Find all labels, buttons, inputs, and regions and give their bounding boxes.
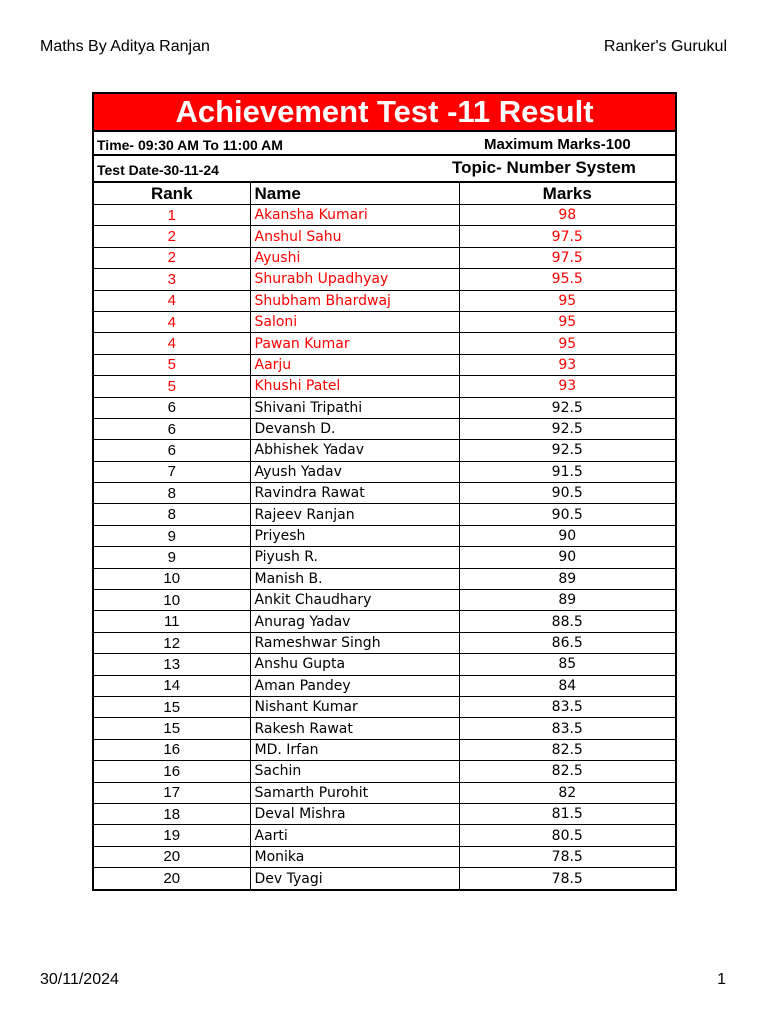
- name-cell: Nishant Kumar: [250, 696, 459, 717]
- name-cell: Priyesh: [250, 525, 459, 546]
- name-cell: Abhishek Yadav: [250, 440, 459, 461]
- table-row: [94, 803, 675, 824]
- table-row: [94, 568, 675, 589]
- rank-cell: 10: [94, 568, 250, 589]
- rank-cell: 11: [94, 611, 250, 632]
- name-cell: Ayushi: [250, 247, 459, 268]
- rank-cell: 4: [94, 333, 250, 354]
- rank-cell: 14: [94, 675, 250, 696]
- name-cell: Anshul Sahu: [250, 226, 459, 247]
- table-row: [94, 825, 675, 846]
- name-cell: Ayush Yadav: [250, 461, 459, 482]
- table-row: [94, 654, 675, 675]
- rank-cell: 2: [94, 226, 250, 247]
- table-row: [94, 333, 675, 354]
- marks-cell: 90: [459, 547, 675, 568]
- rank-cell: 5: [94, 354, 250, 375]
- marks-cell: 95: [459, 311, 675, 332]
- marks-cell: 95: [459, 290, 675, 311]
- rank-cell: 1: [94, 205, 250, 226]
- results-table: [94, 182, 675, 889]
- table-header-row: [94, 183, 675, 205]
- name-cell: Saloni: [250, 311, 459, 332]
- table-row: [94, 782, 675, 803]
- page-header-right: Ranker's Gurukul: [603, 38, 727, 55]
- marks-cell: 92.5: [459, 440, 675, 461]
- name-cell: Rajeev Ranjan: [250, 504, 459, 525]
- table-row: [94, 376, 675, 397]
- table-row: [94, 547, 675, 568]
- marks-cell: 83.5: [459, 718, 675, 739]
- rank-cell: 13: [94, 654, 250, 675]
- table-row: [94, 675, 675, 696]
- name-cell: Sachin: [250, 761, 459, 782]
- name-cell: Pawan Kumar: [250, 333, 459, 354]
- table-row: [94, 440, 675, 461]
- table-row: [94, 632, 675, 653]
- marks-cell: 90.5: [459, 504, 675, 525]
- marks-cell: 90: [459, 525, 675, 546]
- rank-cell: 8: [94, 504, 250, 525]
- rank-cell: 2: [94, 247, 250, 268]
- rank-cell: 6: [94, 397, 250, 418]
- name-cell: Rakesh Rawat: [250, 718, 459, 739]
- rank-cell: 19: [94, 825, 250, 846]
- rank-cell: 3: [94, 269, 250, 290]
- table-row: [94, 590, 675, 611]
- marks-cell: 82.5: [459, 761, 675, 782]
- marks-cell: 95: [459, 333, 675, 354]
- sheet-title: Achievement Test -11 Result: [94, 94, 675, 132]
- marks-cell: 85: [459, 654, 675, 675]
- name-cell: Anshu Gupta: [250, 654, 459, 675]
- rank-cell: 9: [94, 525, 250, 546]
- name-cell: Shurabh Upadhyay: [250, 269, 459, 290]
- table-row: [94, 696, 675, 717]
- table-row: [94, 718, 675, 739]
- rank-cell: 17: [94, 782, 250, 803]
- marks-cell: 93: [459, 376, 675, 397]
- name-cell: Deval Mishra: [250, 803, 459, 824]
- marks-cell: 84: [459, 675, 675, 696]
- marks-cell: 93: [459, 354, 675, 375]
- name-cell: Shubham Bhardwaj: [250, 290, 459, 311]
- footer-date: 30/11/2024: [40, 971, 119, 988]
- name-cell: Aman Pandey: [250, 675, 459, 696]
- rank-cell: 4: [94, 290, 250, 311]
- table-row: [94, 739, 675, 760]
- name-cell: Manish B.: [250, 568, 459, 589]
- maximum-marks: Maximum Marks-100: [484, 136, 631, 153]
- rank-cell: 8: [94, 483, 250, 504]
- marks-cell: 82.5: [459, 739, 675, 760]
- exam-time: Time- 09:30 AM To 11:00 AM: [97, 137, 283, 153]
- table-row: [94, 269, 675, 290]
- name-cell: Aarju: [250, 354, 459, 375]
- rank-cell: 16: [94, 761, 250, 782]
- marks-cell: 89: [459, 590, 675, 611]
- marks-cell: 89: [459, 568, 675, 589]
- table-row: [94, 354, 675, 375]
- name-cell: Aarti: [250, 825, 459, 846]
- rank-cell: 20: [94, 868, 250, 889]
- marks-cell: 97.5: [459, 247, 675, 268]
- table-row: [94, 868, 675, 889]
- table-row: [94, 611, 675, 632]
- table-row: [94, 205, 675, 226]
- column-header-name: Name: [250, 183, 459, 205]
- rank-cell: 7: [94, 461, 250, 482]
- name-cell: Rameshwar Singh: [250, 632, 459, 653]
- name-cell: MD. Irfan: [250, 739, 459, 760]
- marks-cell: 83.5: [459, 696, 675, 717]
- rank-cell: 4: [94, 311, 250, 332]
- table-row: [94, 397, 675, 418]
- test-topic: Topic- Number System: [452, 158, 636, 177]
- rank-cell: 12: [94, 632, 250, 653]
- marks-cell: 78.5: [459, 846, 675, 867]
- marks-cell: 78.5: [459, 868, 675, 889]
- table-row: [94, 461, 675, 482]
- name-cell: Dev Tyagi: [250, 868, 459, 889]
- rank-cell: 20: [94, 846, 250, 867]
- name-cell: Anurag Yadav: [250, 611, 459, 632]
- rank-cell: 6: [94, 440, 250, 461]
- marks-cell: 81.5: [459, 803, 675, 824]
- page-number: 1: [717, 971, 726, 988]
- table-row: [94, 846, 675, 867]
- marks-cell: 92.5: [459, 397, 675, 418]
- marks-cell: 95.5: [459, 269, 675, 290]
- rank-cell: 15: [94, 718, 250, 739]
- table-row: [94, 525, 675, 546]
- table-row: [94, 247, 675, 268]
- rank-cell: 18: [94, 803, 250, 824]
- marks-cell: 80.5: [459, 825, 675, 846]
- info-row-time: [94, 132, 675, 156]
- table-row: [94, 290, 675, 311]
- marks-cell: 98: [459, 205, 675, 226]
- table-row: [94, 761, 675, 782]
- marks-cell: 88.5: [459, 611, 675, 632]
- info-row-date: [94, 156, 675, 182]
- rank-cell: 16: [94, 739, 250, 760]
- table-row: [94, 226, 675, 247]
- rank-cell: 6: [94, 418, 250, 439]
- rank-cell: 9: [94, 547, 250, 568]
- rank-cell: 10: [94, 590, 250, 611]
- marks-cell: 86.5: [459, 632, 675, 653]
- table-row: [94, 504, 675, 525]
- name-cell: Devansh D.: [250, 418, 459, 439]
- name-cell: Shivani Tripathi: [250, 397, 459, 418]
- name-cell: Khushi Patel: [250, 376, 459, 397]
- name-cell: Ankit Chaudhary: [250, 590, 459, 611]
- test-date: Test Date-30-11-24: [97, 162, 219, 178]
- name-cell: Ravindra Rawat: [250, 483, 459, 504]
- marks-cell: 82: [459, 782, 675, 803]
- table-row: [94, 311, 675, 332]
- rank-cell: 5: [94, 376, 250, 397]
- marks-cell: 90.5: [459, 483, 675, 504]
- name-cell: Monika: [250, 846, 459, 867]
- marks-cell: 91.5: [459, 461, 675, 482]
- table-row: [94, 418, 675, 439]
- table-row: [94, 483, 675, 504]
- page-header-left: Maths By Aditya Ranjan: [40, 38, 210, 55]
- rank-cell: 15: [94, 696, 250, 717]
- column-header-rank: Rank: [94, 183, 250, 205]
- result-sheet: [92, 92, 677, 891]
- name-cell: Akansha Kumari: [250, 205, 459, 226]
- marks-cell: 92.5: [459, 418, 675, 439]
- column-header-marks: Marks: [459, 183, 675, 205]
- marks-cell: 97.5: [459, 226, 675, 247]
- name-cell: Piyush R.: [250, 547, 459, 568]
- name-cell: Samarth Purohit: [250, 782, 459, 803]
